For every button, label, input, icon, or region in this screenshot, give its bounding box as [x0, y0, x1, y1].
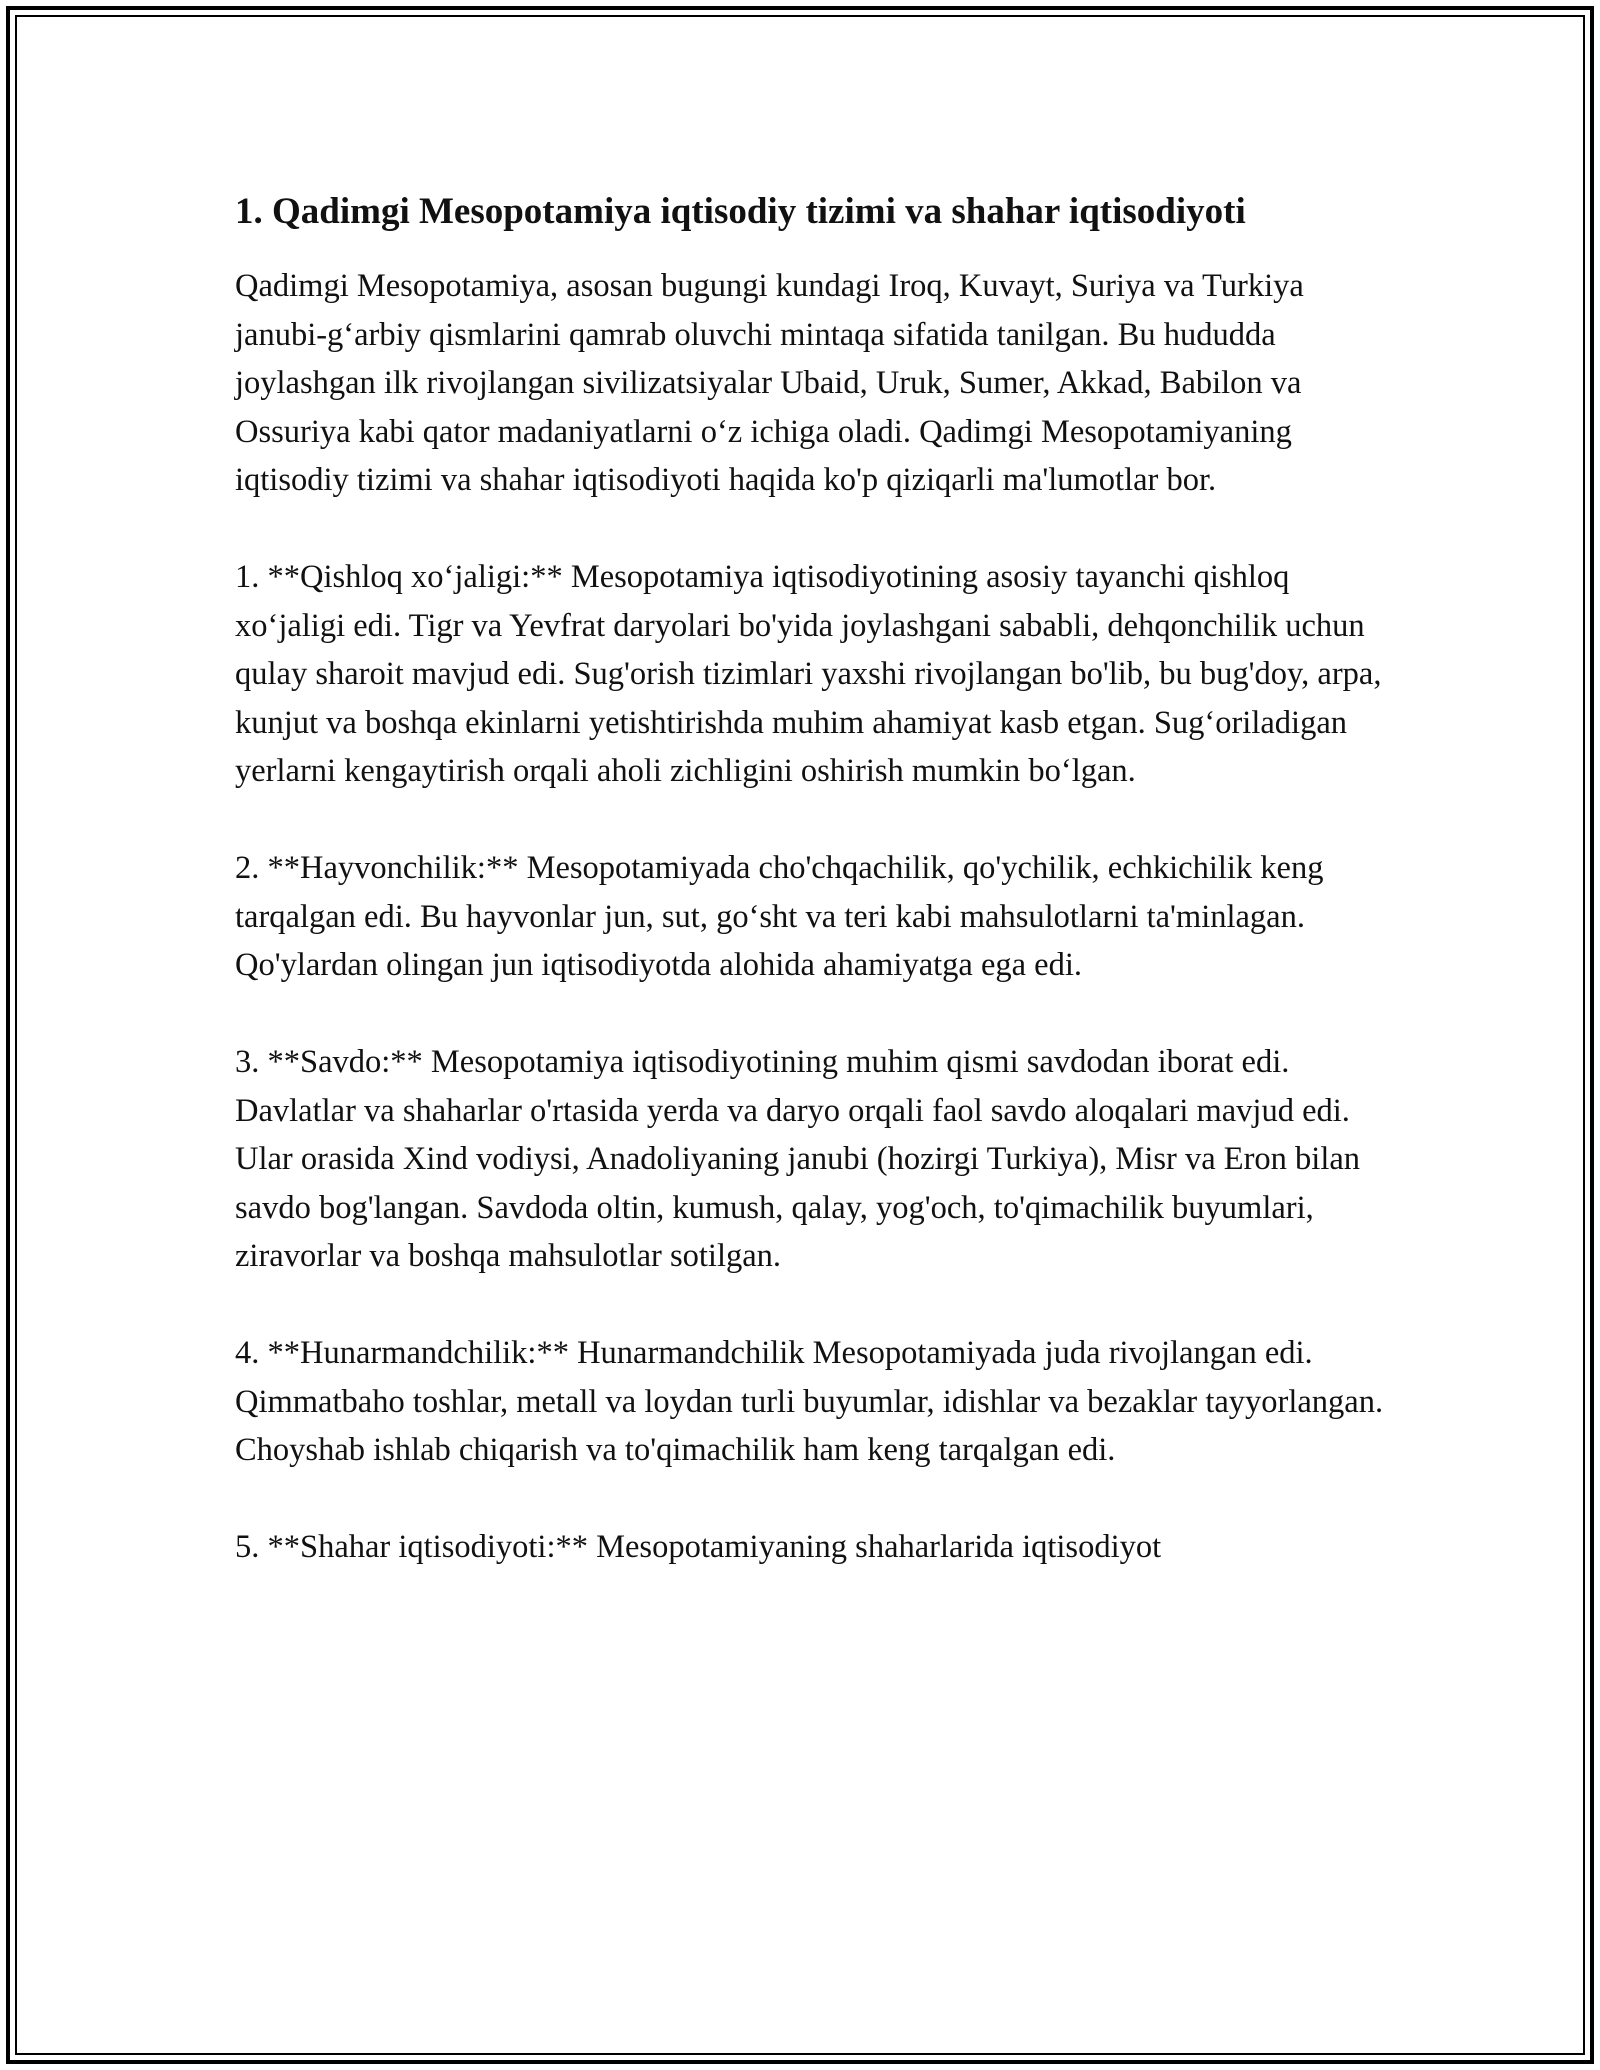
paragraph-trade: 3. **Savdo:** Mesopotamiya iqtisodiyotining muhim qismi savdodan iborat edi. Davlatlar va shaharlar o'rtasida yerda va daryo orqali faol savdo aloqalari mavjud edi. Ular orasida Xind vodiysi, Anadoliyaning janubi (hozirgi Turkiya), Misr va Eron bilan savdo bog'langan. Savdoda oltin, kumush, qalay, yog'och, to'qimachilik buyumlari, ziravorlar va boshqa mahsulotlar sotilgan. — [235, 1044, 1361, 1274]
paragraph-crafts: 4. **Hunarmandchilik:** Hunarmandchilik Mesopotamiyada juda rivojlangan edi. Qimmatbaho toshlar, metall va loydan turli buyumlar, idishlar va bezaklar tayyorlangan. Choyshab ishlab chiqarish va to'qimachilik ham keng tarqalgan edi. — [235, 1335, 1384, 1468]
paragraph-livestock: 2. **Hayvonchilik:** Mesopotamiyada cho'chqachilik, qo'ychilik, echkichilik keng tarqalgan edi. Bu hayvonlar jun, sut, go‘sht va teri kabi mahsulotlarni ta'minlagan. Qo'ylardan olingan jun iqtisodiyotda alohida ahamiyatga ega edi. — [235, 850, 1324, 983]
section-title: 1. Qadimgi Mesopotamiya iqtisodiy tizimi va shahar iqtisodiyoti — [235, 191, 1246, 232]
intro-paragraph: Qadimgi Mesopotamiya, asosan bugungi kundagi Iroq, Kuvayt, Suriya va Turkiya janubi-g‘arbiy qismlarini qamrab oluvchi mintaqa sifatida tanilgan. Bu hududda joylashgan ilk rivojlangan sivilizatsiyalar Ubaid, Uruk, Sumer, Akkad, Babilon va Ossuriya kabi qator madaniyatlarni o‘z ichiga oladi. Qadimgi Mesopotamiyaning iqtisodiy tizimi va shahar iqtisodiyoti haqida ko'p qiziqarli ma'lumotlar bor. — [235, 268, 1304, 498]
paragraph-agriculture: 1. **Qishloq xo‘jaligi:** Mesopotamiya iqtisodiyotining asosiy tayanchi qishloq xo‘jaligi edi. Tigr va Yevfrat daryolari bo'yida joylashgani sababli, dehqonchilik uchun qulay sharoit mavjud edi. Sug'orish tizimlari yaxshi rivojlangan bo'lib, bu bug'doy, arpa, kunjut va boshqa ekinlarni yetishtirishda muhim ahamiyat kasb etgan. Sug‘oriladigan yerlarni kengaytirish orqali aholi zichligini oshirish mumkin bo‘lgan. — [235, 559, 1382, 789]
document-body — [235, 188, 1385, 1620]
paragraph-city-economy: 5. **Shahar iqtisodiyoti:** Mesopotamiyaning shaharlarida iqtisodiyot — [235, 1529, 1162, 1565]
